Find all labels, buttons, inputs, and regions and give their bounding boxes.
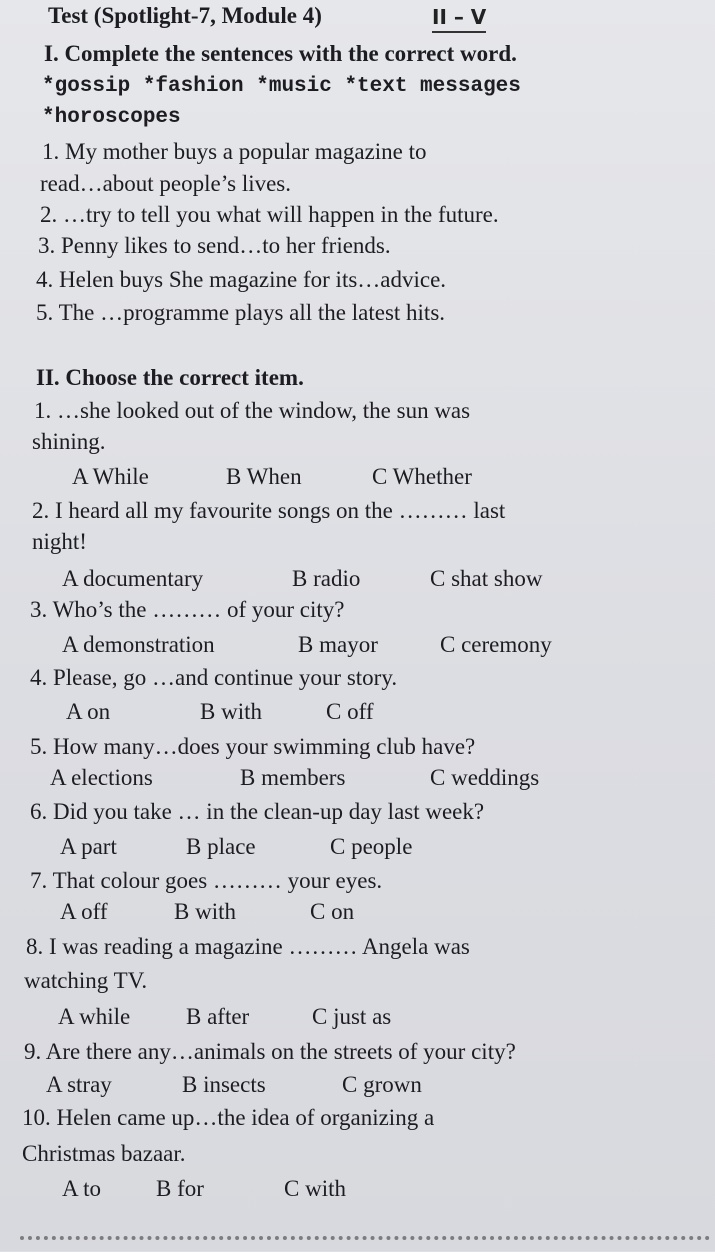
q10-option-a: A to — [62, 1176, 101, 1201]
page-title: Test (Spotlight-7, Module 4) — [48, 3, 322, 28]
q5-text: 5. How many…does your swimming club have? — [30, 734, 476, 759]
word-bank-line1: *gossip *fashion *music *text messages — [42, 75, 521, 98]
q9-option-c: C grown — [342, 1072, 422, 1097]
q1-line1: 1. …she looked out of the window, the sun was — [34, 398, 471, 423]
q1-line2: shining. — [32, 429, 106, 454]
q7-option-a: A off — [60, 899, 108, 924]
q5-option-a: A elections — [50, 765, 153, 790]
q2-option-b: B radio — [292, 566, 361, 591]
q2-line2: night! — [32, 529, 87, 554]
q9-option-a: A stray — [46, 1072, 112, 1097]
s1-sentence-5: 5. The …programme plays all the latest hits. — [36, 300, 446, 325]
q8-option-c: C just as — [312, 1004, 392, 1029]
q3-option-a: A demonstration — [62, 632, 215, 657]
section1-heading: I. Complete the sentences with the correct word. — [44, 41, 517, 66]
q3-text: 3. Who’s the ……… of your city? — [30, 597, 345, 622]
q2-option-c: C shat show — [430, 566, 543, 591]
q7-option-b: B with — [174, 899, 236, 924]
q3-option-b: B mayor — [298, 632, 378, 657]
q5-option-b: B members — [240, 765, 346, 790]
q4-option-b: B with — [200, 699, 262, 724]
q10-line1: 10. Helen came up…the idea of organizing a — [22, 1105, 435, 1130]
s1-sentence-3: 3. Penny likes to send…to her friends. — [38, 233, 391, 258]
s1-sentence-4: 4. Helen buys She magazine for its…advice. — [36, 267, 447, 292]
q7-text: 7. That colour goes ……… your eyes. — [30, 868, 383, 893]
q6-option-a: A part — [60, 834, 117, 859]
q8-option-b: B after — [186, 1004, 250, 1029]
q4-option-c: C off — [326, 699, 374, 724]
s1-sentence-1b: read…about people’s lives. — [40, 171, 292, 196]
section2-heading: II. Choose the correct item. — [36, 365, 304, 390]
q5-option-c: C weddings — [430, 765, 540, 790]
q8-option-a: A while — [58, 1004, 131, 1029]
q1-option-a: A While — [72, 464, 149, 489]
q1-option-c: C Whether — [372, 464, 472, 489]
q10-line2: Christmas bazaar. — [22, 1141, 186, 1166]
q7-option-c: C on — [310, 899, 355, 924]
q10-option-c: C with — [284, 1176, 346, 1201]
q6-option-c: C people — [330, 834, 413, 859]
s1-sentence-1a: 1. My mother buys a popular magazine to — [42, 139, 427, 164]
cut-off-text-line — [20, 1236, 710, 1252]
q4-text: 4. Please, go …and continue your story. — [30, 665, 398, 690]
q6-text: 6. Did you take … in the clean-up day last week? — [30, 799, 485, 824]
s1-sentence-2: 2. …try to tell you what will happen in the future. — [40, 202, 499, 227]
q9-option-b: B insects — [182, 1072, 266, 1097]
q4-option-a: A on — [66, 699, 111, 724]
q8-line2: watching TV. — [24, 968, 148, 993]
q9-text: 9. Are there any…animals on the streets of your city? — [24, 1039, 516, 1064]
q10-option-b: B for — [156, 1176, 204, 1201]
q2-line1: 2. I heard all my favourite songs on the ……… last — [32, 498, 506, 523]
word-bank-line2: *horoscopes — [42, 106, 181, 129]
q1-option-b: B When — [226, 464, 302, 489]
handwritten-mark: II – V — [432, 3, 486, 33]
q2-option-a: A documentary — [62, 566, 204, 591]
q6-option-b: B place — [186, 834, 256, 859]
q8-line1: 8. I was reading a magazine ……… Angela was — [26, 934, 470, 959]
q3-option-c: C ceremony — [440, 632, 552, 657]
